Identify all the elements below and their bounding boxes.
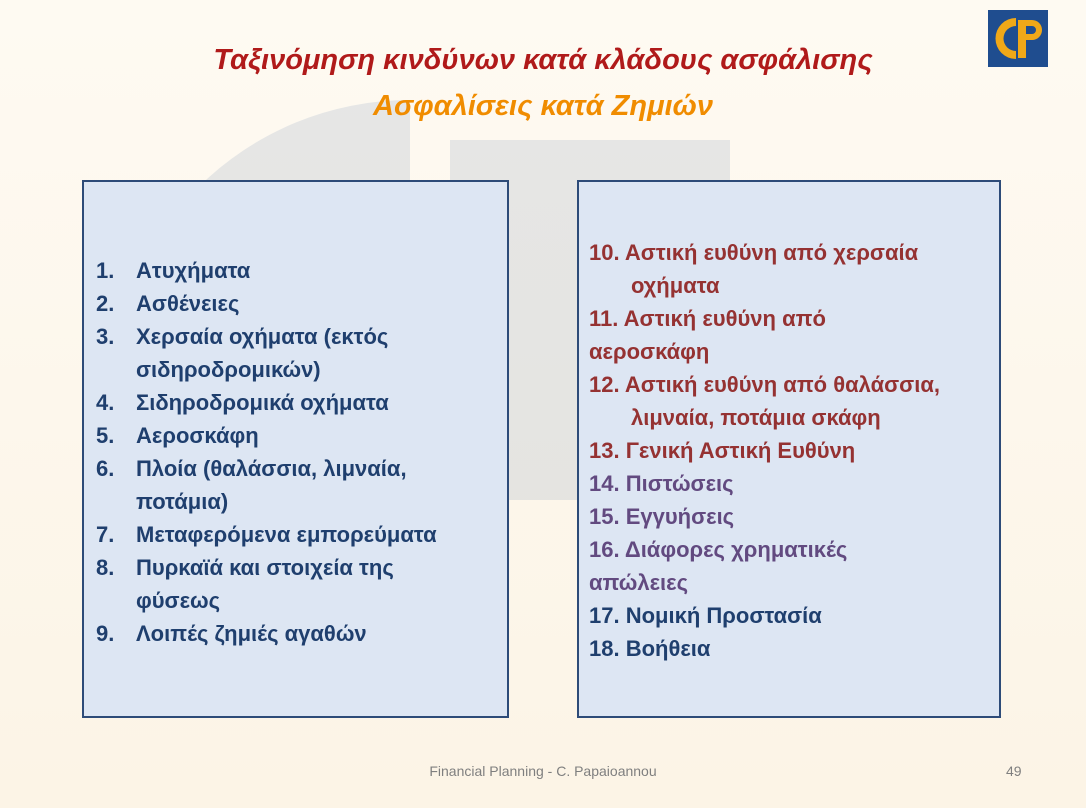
footer-text: Financial Planning - C. Papaioannou bbox=[429, 763, 657, 779]
list-item: 6. Πλοία (θαλάσσια, λιμναία, ποτάμια) bbox=[96, 456, 407, 514]
list-item: 1. Ατυχήματα bbox=[96, 258, 251, 283]
right-list-box bbox=[577, 180, 1001, 718]
list-item: 15. Εγγυήσεις bbox=[589, 504, 735, 529]
list-item: 2. Ασθένειες bbox=[96, 291, 240, 316]
list-item: 5. Αεροσκάφη bbox=[96, 423, 259, 448]
list-item: 4. Σιδηροδρομικά οχήματα bbox=[96, 390, 389, 415]
list-item: 7. Μεταφερόμενα εμπορεύματα bbox=[96, 522, 437, 547]
slide-subtitle: Ασφαλίσεις κατά Ζημιών bbox=[373, 90, 713, 122]
list-item: 8. Πυρκαϊά και στοιχεία της φύσεως bbox=[96, 555, 394, 613]
list-item: 3. Χερσαία οχήματα (εκτός σιδηροδρομικών) bbox=[96, 324, 389, 382]
list-item: 18. Βοήθεια bbox=[589, 636, 711, 661]
list-item: 17. Νομική Προστασία bbox=[589, 603, 822, 628]
list-item: 13. Γενική Αστική Ευθύνη bbox=[589, 438, 856, 463]
list-item: 12. Αστική ευθύνη από θαλάσσια, λιμναία, ποτάμια σκάφη bbox=[589, 372, 940, 430]
list-item: 11. Αστική ευθύνη από αεροσκάφη bbox=[589, 306, 826, 364]
page-number: 49 bbox=[1006, 763, 1022, 779]
list-item: 14. Πιστώσεις bbox=[589, 471, 734, 496]
list-item: 9. Λοιπές ζημιές αγαθών bbox=[96, 621, 367, 646]
left-list-box bbox=[82, 180, 509, 718]
right-risk-list bbox=[589, 236, 999, 665]
list-item: 10. Αστική ευθύνη από χερσαία οχήματα bbox=[589, 240, 919, 298]
list-item: 16. Διάφορες χρηματικές απώλειες bbox=[589, 537, 848, 595]
slide-title: Ταξινόμηση κινδύνων κατά κλάδους ασφάλισης bbox=[213, 44, 873, 76]
left-risk-list bbox=[96, 254, 501, 650]
